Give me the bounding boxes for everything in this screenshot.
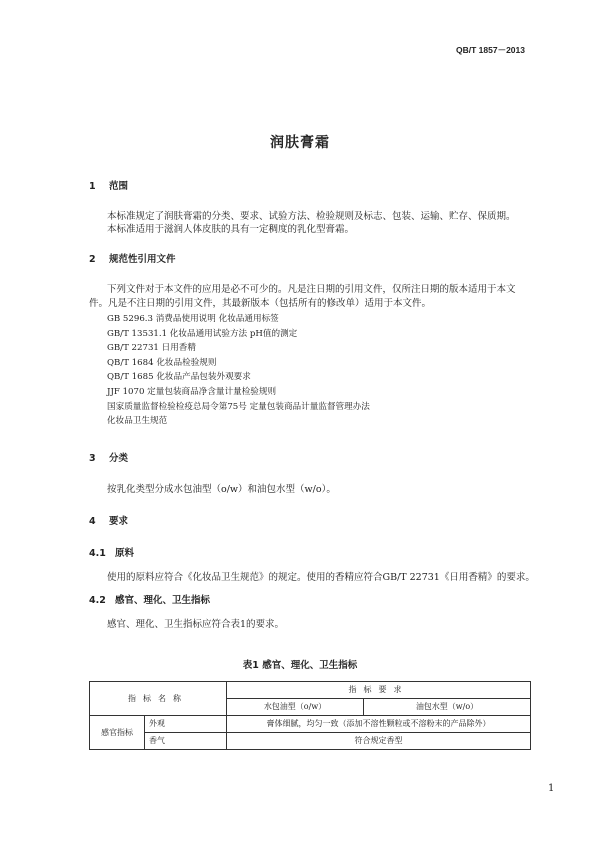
section-number: 4 xyxy=(89,516,96,527)
reference-item: GB 5296.3 消费品使用说明 化妆品通用标签 xyxy=(107,314,279,324)
section-title: 分类 xyxy=(109,453,129,464)
section-3-heading xyxy=(89,450,128,464)
reference-item: QB/T 1685 化妆品产品包装外观要求 xyxy=(107,372,251,383)
item-value: 膏体细腻，均匀一致（添加不溶性颗粒或不溶粉末的产品除外） xyxy=(227,716,531,733)
standard-number: QB/T 1857－2013 xyxy=(456,45,525,55)
column-header-requirement: 指标要求 xyxy=(227,682,531,699)
section-1-paragraph-1: 本标准规定了润肤膏霜的分类、要求、试验方法、检验规则及标志、包装、运输、贮存、保质期。 xyxy=(107,211,516,222)
section-title: 原料 xyxy=(115,548,135,559)
subheader-water-in-oil: 油包水型（w/o） xyxy=(364,699,531,716)
table-row xyxy=(90,733,531,750)
section-4-1-paragraph: 使用的原料应符合《化妆品卫生规范》的规定。使用的香精应符合GB/T 22731《日用香精》的要求。 xyxy=(107,572,535,583)
item-value: 符合规定香型 xyxy=(227,733,531,750)
table-1-caption: 表1 感官、理化、卫生指标 xyxy=(242,660,358,671)
column-header-name: 指标名称 xyxy=(90,682,227,716)
section-title: 要求 xyxy=(109,516,129,527)
section-number: 1 xyxy=(89,181,96,192)
reference-item: GB/T 13531.1 化妆品通用试验方法 pH值的测定 xyxy=(107,328,298,339)
reference-item: 国家质量监督检验检疫总局令第75号 定量包装商品计量监督管理办法 xyxy=(107,401,370,412)
section-2-heading xyxy=(89,251,176,265)
group-label: 感官指标 xyxy=(90,716,145,750)
section-4-heading xyxy=(89,513,128,527)
section-1-paragraph-2: 本标准适用于滋润人体皮肤的具有一定稠度的乳化型膏霜。 xyxy=(107,224,355,235)
table-header-row xyxy=(90,682,531,699)
section-number: 2 xyxy=(89,254,96,265)
section-4-2-heading xyxy=(89,592,210,606)
section-title: 范围 xyxy=(109,181,129,192)
section-title: 感官、理化、卫生指标 xyxy=(115,595,211,606)
table-row xyxy=(90,716,531,733)
section-number: 3 xyxy=(89,453,96,464)
section-2-paragraph-2: 件。凡是不注日期的引用文件，其最新版本（包括所有的修改单）适用于本文件。 xyxy=(89,298,432,309)
table-1 xyxy=(89,681,531,750)
section-2-paragraph-1: 下列文件对于本文件的应用是必不可少的。凡是注日期的引用文件，仅所注日期的版本适用于本文 xyxy=(107,284,516,295)
normative-references-list xyxy=(107,312,370,429)
section-title: 规范性引用文件 xyxy=(109,254,176,265)
document-title: 润肤膏霜 xyxy=(270,135,330,151)
section-4-1-heading xyxy=(89,545,134,559)
item-name: 外观 xyxy=(145,716,227,733)
section-1-heading xyxy=(89,178,128,192)
reference-item: 化妆品卫生规范 xyxy=(107,416,168,427)
reference-item: GB/T 22731 日用香精 xyxy=(107,343,196,354)
page-number: 1 xyxy=(548,783,555,794)
item-name: 香气 xyxy=(145,733,227,750)
reference-item: JJF 1070 定量包装商品净含量计量检验规则 xyxy=(107,386,277,397)
reference-item: QB/T 1684 化妆品检验规则 xyxy=(107,357,217,368)
section-number: 4.1 xyxy=(89,548,106,559)
section-3-paragraph: 按乳化类型分成水包油型（o/w）和油包水型（w/o）。 xyxy=(107,484,336,495)
section-number: 4.2 xyxy=(89,595,106,606)
section-4-2-paragraph: 感官、理化、卫生指标应符合表1的要求。 xyxy=(107,619,285,630)
subheader-oil-in-water: 水包油型（o/w） xyxy=(227,699,364,716)
